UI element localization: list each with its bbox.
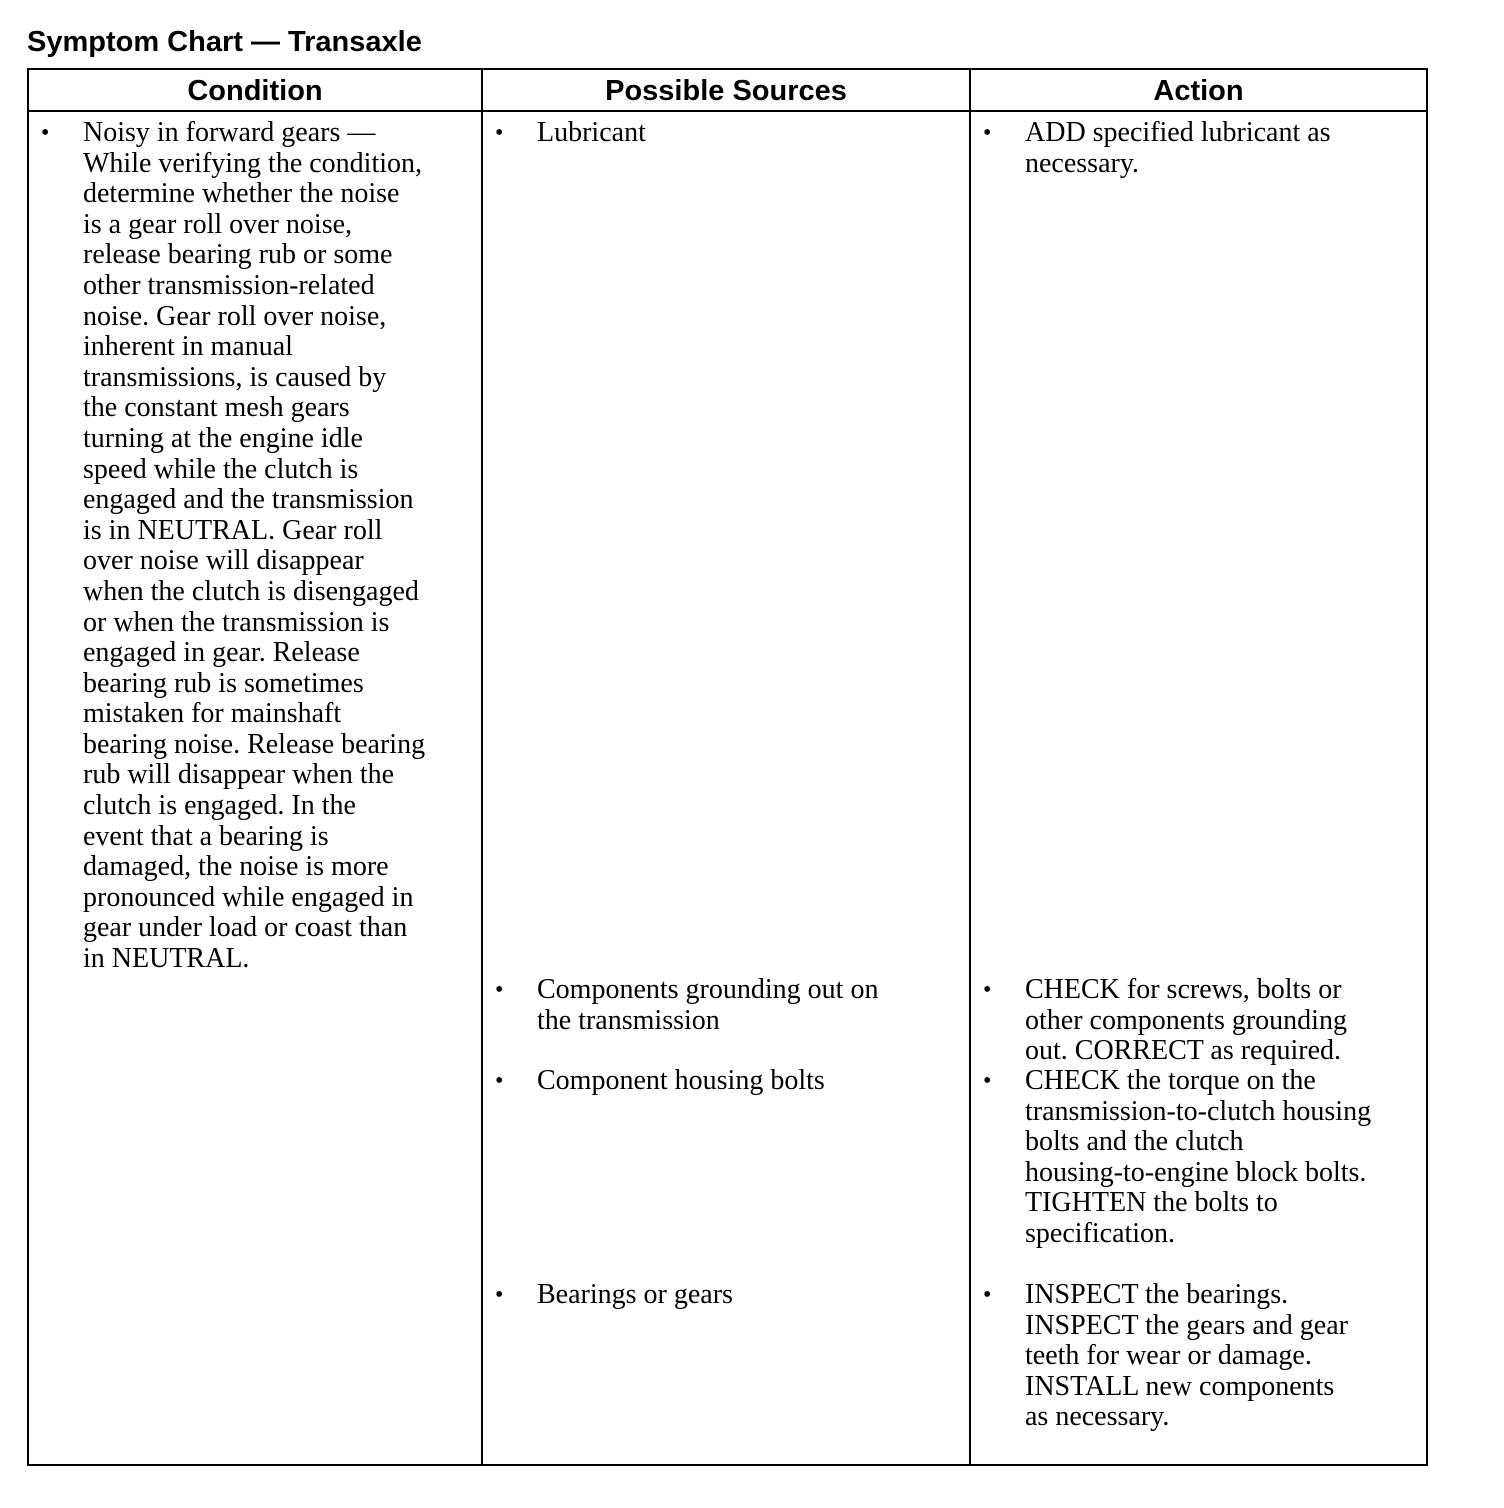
column-divider: [969, 70, 971, 1464]
source-text: [537, 1066, 825, 1097]
text-line: the transmission: [537, 1004, 720, 1036]
text-line: TIGHTEN the bolts to: [1025, 1187, 1278, 1219]
text-line: specification.: [1025, 1217, 1176, 1249]
text-line: necessary.: [1025, 147, 1140, 179]
text-line: as necessary.: [1025, 1401, 1170, 1433]
action-text: [1025, 1280, 1348, 1433]
text-line: INSPECT the bearings.: [1025, 1279, 1289, 1310]
text-line: teeth for wear or damage.: [1025, 1340, 1312, 1372]
text-line: Lubricant: [537, 117, 646, 148]
bullet-icon: •: [495, 1068, 504, 1094]
bullet-icon: •: [495, 1282, 504, 1308]
text-line: damaged, the noise is more: [83, 851, 389, 883]
text-line: when the clutch is disengaged: [83, 575, 419, 607]
text-line: transmissions, is caused by: [83, 361, 387, 393]
text-line: While verifying the condition,: [83, 147, 423, 179]
bullet-icon: •: [495, 977, 504, 1003]
bullet-icon: •: [983, 120, 992, 146]
text-line: other components grounding: [1025, 1004, 1347, 1036]
bullet-icon: •: [41, 120, 50, 146]
text-line: pronounced while engaged in: [83, 881, 414, 913]
text-line: CHECK for screws, bolts or: [1025, 974, 1342, 1005]
header-action: Action: [1153, 75, 1244, 107]
column-divider: [481, 70, 483, 1464]
text-line: mistaken for mainshaft: [83, 698, 342, 730]
header-possible-sources: Possible Sources: [605, 75, 847, 107]
text-line: determine whether the noise: [83, 178, 400, 210]
text-line: CHECK the torque on the: [1025, 1065, 1316, 1096]
source-text: [537, 118, 646, 149]
text-line: is a gear roll over noise,: [83, 208, 353, 240]
text-line: speed while the clutch is: [83, 453, 359, 485]
text-line: Component housing bolts: [537, 1065, 825, 1096]
bullet-icon: •: [495, 120, 504, 146]
condition-text: [83, 118, 425, 975]
text-line: transmission-to-clutch housing: [1025, 1095, 1372, 1127]
text-line: out. CORRECT as required.: [1025, 1035, 1342, 1067]
action-text: [1025, 118, 1331, 179]
text-line: bearing rub is sometimes: [83, 667, 364, 699]
text-line: housing-to-engine block bolts.: [1025, 1156, 1367, 1188]
text-line: is in NEUTRAL. Gear roll: [83, 514, 383, 546]
source-text: [537, 1280, 733, 1311]
text-line: turning at the engine idle: [83, 422, 363, 454]
text-line: rub will disappear when the: [83, 759, 395, 791]
text-line: bolts and the clutch: [1025, 1126, 1244, 1158]
action-text: [1025, 975, 1347, 1067]
text-line: Bearings or gears: [537, 1279, 733, 1310]
text-line: Noisy in forward gears —: [83, 117, 376, 148]
text-line: event that a bearing is: [83, 820, 329, 852]
text-line: the constant mesh gears: [83, 392, 350, 424]
header-condition: Condition: [187, 75, 323, 107]
text-line: inherent in manual: [83, 331, 293, 363]
action-text: [1025, 1066, 1371, 1250]
text-line: bearing noise. Release bearing: [83, 728, 426, 760]
text-line: INSPECT the gears and gear: [1025, 1309, 1348, 1341]
source-text: [537, 975, 878, 1036]
page-title: Symptom Chart — Transaxle: [27, 26, 422, 58]
text-line: INSTALL new components: [1025, 1370, 1335, 1402]
bullet-icon: •: [983, 1282, 992, 1308]
text-line: Components grounding out on: [537, 974, 879, 1005]
bullet-icon: •: [983, 1068, 992, 1094]
symptom-chart-table: [27, 68, 1428, 1466]
text-line: other transmission-related: [83, 269, 375, 301]
text-line: engaged in gear. Release: [83, 637, 360, 669]
text-line: over noise will disappear: [83, 545, 364, 577]
header-divider: [29, 110, 1426, 112]
text-line: in NEUTRAL.: [83, 943, 250, 975]
text-line: or when the transmission is: [83, 606, 390, 638]
text-line: noise. Gear roll over noise,: [83, 300, 387, 332]
text-line: release bearing rub or some: [83, 239, 393, 271]
text-line: engaged and the transmission: [83, 484, 414, 516]
text-line: ADD specified lubricant as: [1025, 117, 1331, 148]
text-line: clutch is engaged. In the: [83, 790, 356, 822]
text-line: gear under load or coast than: [83, 912, 408, 944]
bullet-icon: •: [983, 977, 992, 1003]
